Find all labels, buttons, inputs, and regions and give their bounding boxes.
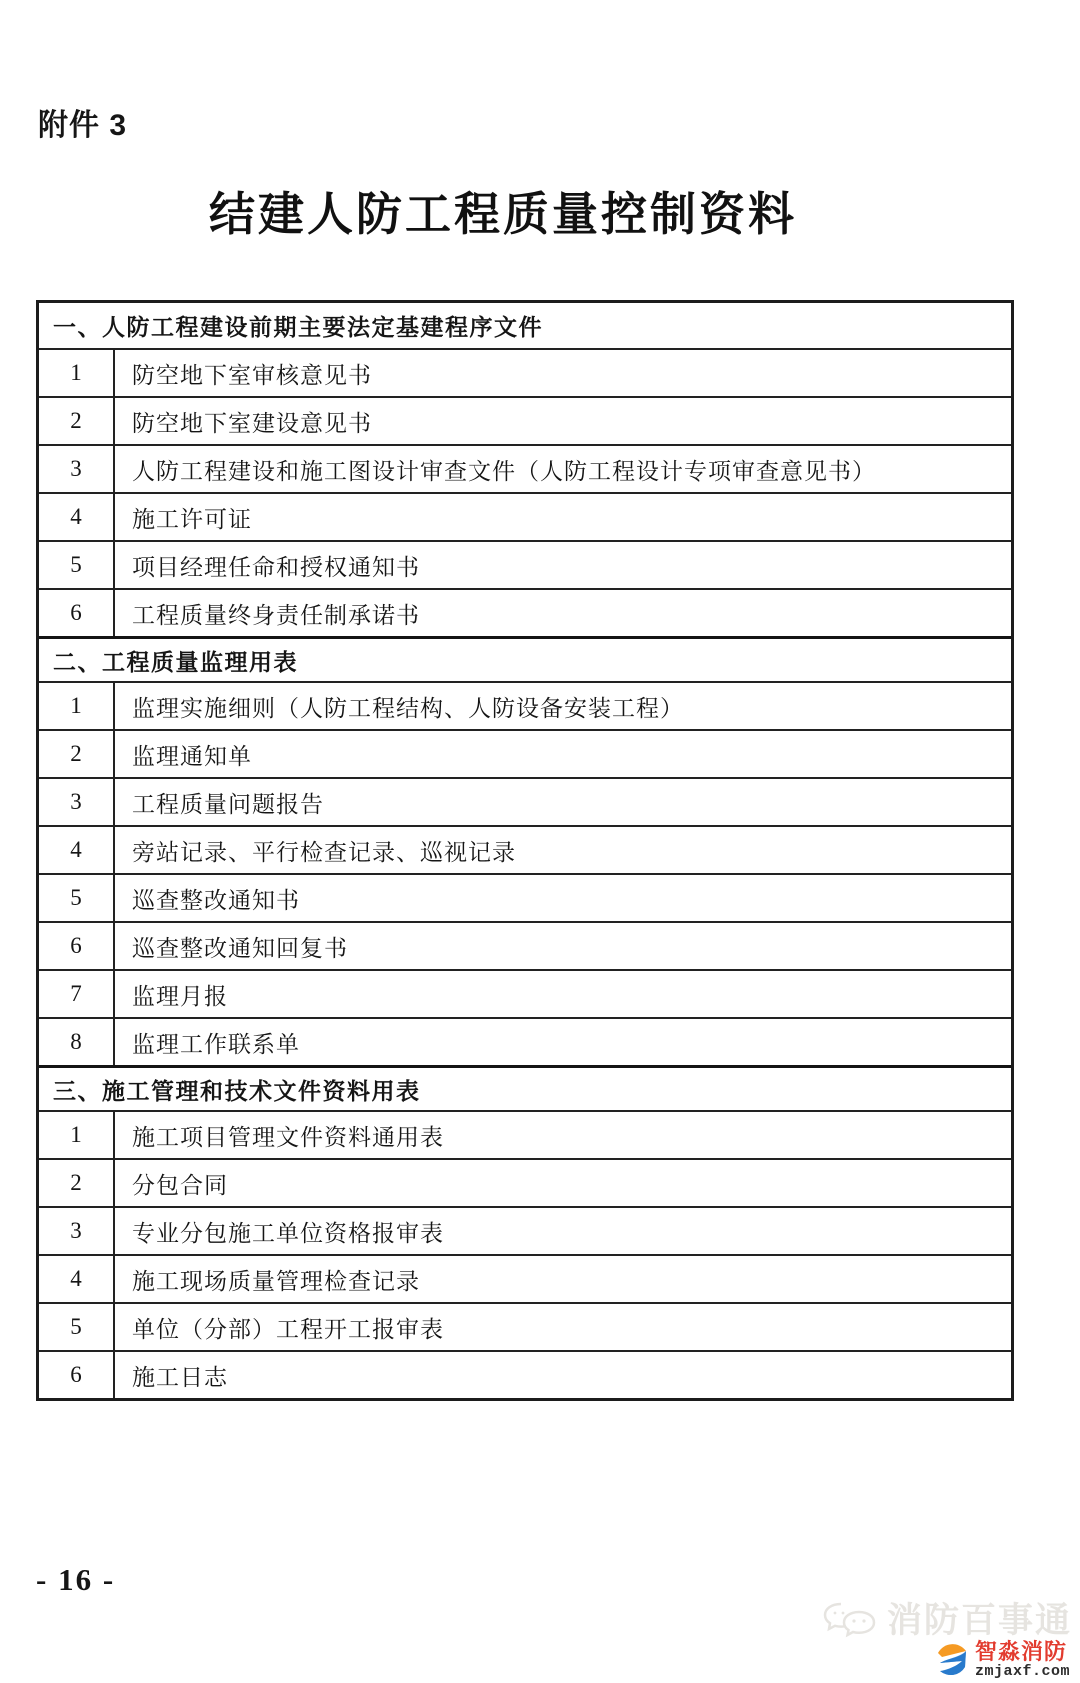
document-table [36, 300, 1014, 1401]
wechat-watermark [823, 1601, 1072, 1639]
row-text: 防空地下室建设意见书 [132, 410, 372, 436]
wechat-watermark-text: 消防百事通 [886, 1600, 1072, 1640]
row-text: 施工现场质量管理检查记录 [132, 1268, 420, 1294]
row-text: 巡查整改通知回复书 [132, 935, 348, 961]
table-row [39, 588, 1011, 636]
table-row [39, 1350, 1011, 1398]
row-number: 4 [39, 1256, 115, 1302]
table-row [39, 729, 1011, 777]
brand-name: 智淼消防 [974, 1639, 1067, 1664]
table-row [39, 1254, 1011, 1302]
row-text: 单位（分部）工程开工报审表 [132, 1316, 444, 1342]
row-number: 5 [39, 1304, 115, 1350]
row-number: 6 [39, 923, 115, 969]
brand-url: zmjaxf.com [974, 1663, 1070, 1680]
table-row [39, 969, 1011, 1017]
row-text: 监理通知单 [132, 743, 252, 769]
table-row [39, 348, 1011, 396]
table-row [39, 681, 1011, 729]
brand-lockup [932, 1641, 1072, 1679]
page-number: - 16 - [36, 1562, 116, 1597]
row-number: 3 [39, 779, 115, 825]
row-text: 施工日志 [132, 1364, 228, 1390]
row-number: 3 [39, 446, 115, 492]
row-number: 4 [39, 494, 115, 540]
table-row [39, 825, 1011, 873]
row-number: 5 [39, 875, 115, 921]
chat-bubbles-icon [823, 1601, 881, 1639]
row-number: 2 [39, 398, 115, 444]
row-number: 1 [39, 350, 115, 396]
row-text: 施工许可证 [132, 506, 252, 532]
row-number: 6 [39, 1352, 115, 1398]
table-row [39, 921, 1011, 969]
table-row [39, 1206, 1011, 1254]
table-row [39, 1158, 1011, 1206]
row-text: 监理实施细则（人防工程结构、人防设备安装工程） [132, 695, 684, 721]
row-number: 1 [39, 1112, 115, 1158]
row-text: 专业分包施工单位资格报审表 [132, 1220, 444, 1246]
section-header: 一、人防工程建设前期主要法定基建程序文件 [53, 315, 543, 340]
row-number: 6 [39, 590, 115, 636]
row-number: 8 [39, 1019, 115, 1065]
zhimiao-logo-icon [932, 1641, 970, 1679]
row-text: 工程质量终身责任制承诺书 [132, 602, 420, 628]
row-number: 7 [39, 971, 115, 1017]
row-text: 巡查整改通知书 [132, 887, 300, 913]
row-text: 人防工程建设和施工图设计审查文件（人防工程设计专项审查意见书） [132, 458, 876, 484]
section-header-row [39, 1065, 1011, 1110]
row-text: 分包合同 [132, 1172, 228, 1198]
row-text: 旁站记录、平行检查记录、巡视记录 [132, 839, 516, 865]
table-row [39, 1017, 1011, 1065]
watermark-area [772, 1601, 1072, 1679]
table-row [39, 1302, 1011, 1350]
row-number: 3 [39, 1208, 115, 1254]
table-row [39, 492, 1011, 540]
row-text: 施工项目管理文件资料通用表 [132, 1124, 444, 1150]
row-number: 1 [39, 683, 115, 729]
section-header: 二、工程质量监理用表 [53, 649, 298, 675]
table-row [39, 444, 1011, 492]
section-header-row [39, 303, 1011, 348]
page-title: 结建人防工程质量控制资料 [209, 188, 797, 240]
section-header: 三、施工管理和技术文件资料用表 [53, 1078, 421, 1104]
table-row [39, 540, 1011, 588]
table-row [39, 1110, 1011, 1158]
section-header-row [39, 636, 1011, 681]
table-row [39, 396, 1011, 444]
row-text: 项目经理任命和授权通知书 [132, 554, 420, 580]
row-text: 监理月报 [132, 983, 228, 1009]
row-number: 5 [39, 542, 115, 588]
attachment-label: 附件 3 [38, 109, 128, 142]
table-row [39, 777, 1011, 825]
row-number: 4 [39, 827, 115, 873]
table-row [39, 873, 1011, 921]
row-number: 2 [39, 731, 115, 777]
row-number: 2 [39, 1160, 115, 1206]
row-text: 监理工作联系单 [132, 1031, 300, 1057]
row-text: 工程质量问题报告 [132, 791, 324, 817]
row-text: 防空地下室审核意见书 [132, 362, 372, 388]
